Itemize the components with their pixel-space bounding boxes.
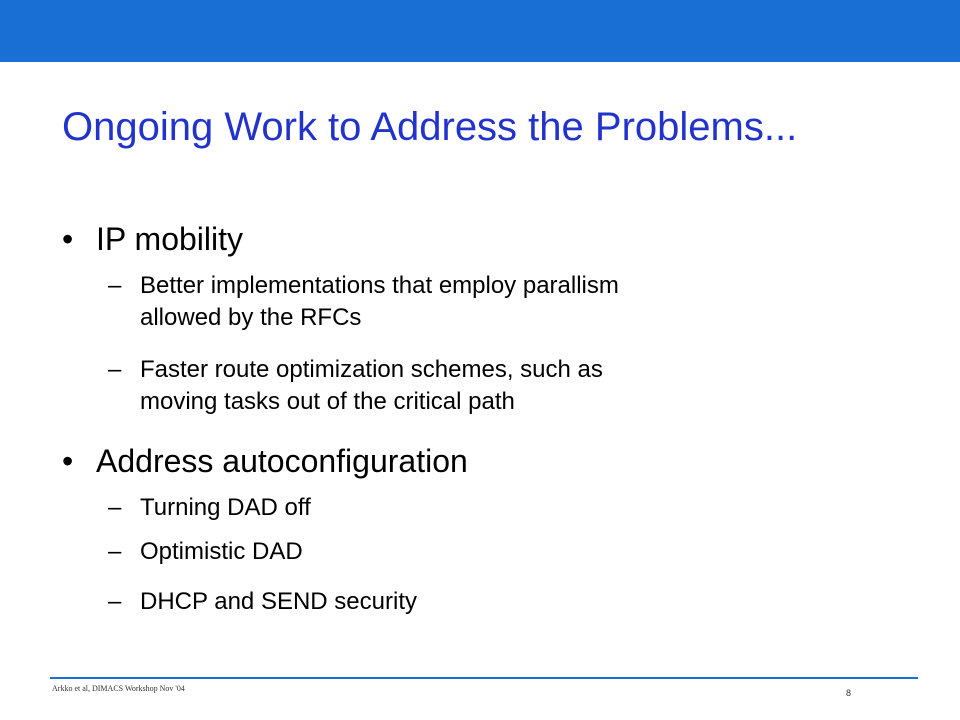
dash-marker: – — [108, 538, 122, 565]
header-bar — [0, 0, 960, 62]
footer-divider — [50, 677, 918, 679]
bullet-marker: • — [62, 443, 74, 479]
bullet-text: Address autoconfiguration — [96, 443, 468, 479]
dash-marker: – — [108, 588, 122, 615]
sub-bullet-line: Faster route optimization schemes, such as — [140, 356, 603, 383]
bullet-text: IP mobility — [96, 221, 244, 257]
dash-marker: – — [108, 356, 122, 383]
sub-bullet-line: Optimistic DAD — [140, 538, 303, 565]
sub-bullet-item — [108, 270, 808, 334]
sub-bullet-item — [108, 586, 808, 618]
sub-bullet-line: Better implementations that employ parallism — [140, 272, 619, 299]
dash-marker: – — [108, 272, 122, 299]
slide-title: Ongoing Work to Address the Problems... — [62, 105, 798, 149]
sub-bullet-item — [108, 354, 808, 418]
page-number: 8 — [846, 688, 852, 698]
dash-marker: – — [108, 494, 122, 521]
sub-bullet-line: Turning DAD off — [140, 494, 311, 521]
bullet-marker: • — [62, 221, 74, 257]
sub-bullet-line: moving tasks out of the critical path — [140, 388, 515, 415]
sub-bullet-item — [108, 536, 808, 568]
sub-bullet-line: DHCP and SEND security — [140, 588, 417, 615]
footer-citation: Arkko et al, DIMACS Workshop Nov '04 — [52, 684, 185, 693]
sub-bullet-line: allowed by the RFCs — [140, 304, 362, 331]
sub-bullet-item — [108, 492, 808, 524]
